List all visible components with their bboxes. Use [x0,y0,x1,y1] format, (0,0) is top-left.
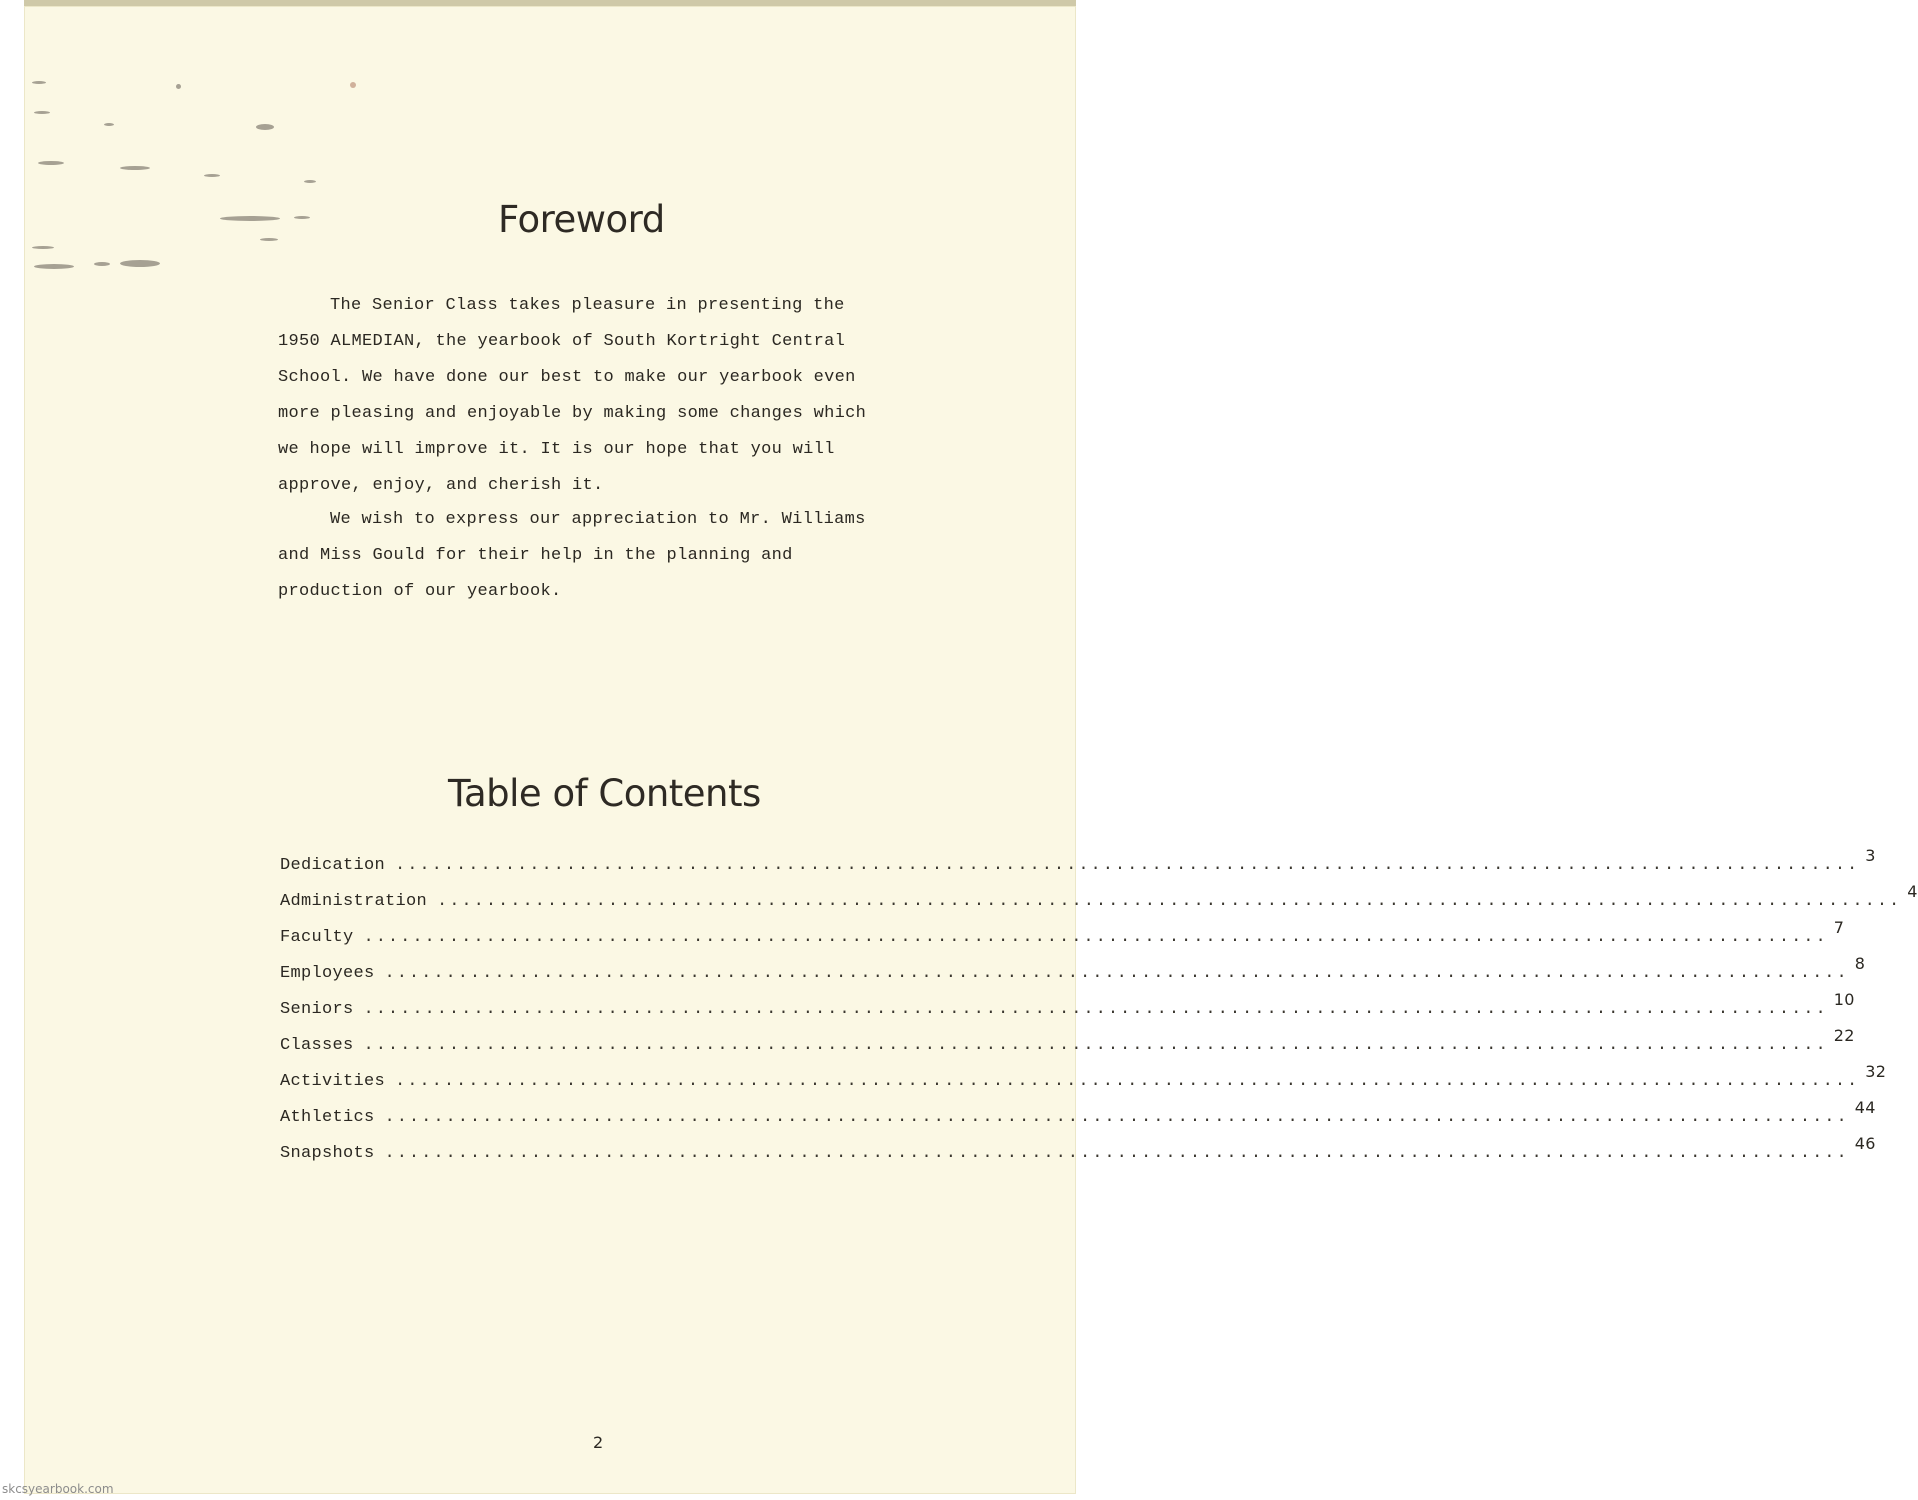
toc-entry-page: 44 [1854,1098,1876,1117]
foreword-title: Foreword [498,198,665,241]
toc-entry-label: Athletics [280,1108,375,1127]
toc-entry [280,1026,1855,1070]
table-of-contents [280,846,1918,1178]
toc-entry-page: 10 [1833,990,1855,1009]
foreword-paragraph-1: The Senior Class takes pleasure in presenting the 1950 ALMEDIAN, the yearbook of South Kortright Central School. We have done our best to make our yearbook even more pleasing and enjoyable by making some changes which we hope will improve it. It is our hope that you will approve, enjoy, and cherish it. [278,296,867,495]
toc-entry-label: Classes [280,1036,354,1055]
toc-dot-leader: ........................................................................................................................ [395,1072,1860,1091]
toc-entry-page: 3 [1865,846,1876,865]
toc-entry-label: Dedication [280,856,386,875]
toc-entry-page: 46 [1854,1134,1876,1153]
toc-entry [280,846,1876,890]
page-number: 2 [593,1433,604,1452]
toc-entry [280,1134,1876,1178]
toc-entry-page: 32 [1865,1062,1887,1081]
toc-entry-label: Employees [280,964,375,983]
toc-entry-page: 4 [1907,882,1918,901]
toc-entry-page: 7 [1833,918,1845,937]
toc-entry [280,990,1855,1034]
toc-entry-label: Activities [280,1072,386,1091]
toc-dot-leader: ........................................................................................................................ [363,1036,1828,1055]
toc-dot-leader: ........................................................................................................................ [384,1144,1849,1163]
foreword-paragraph-2: We wish to express our appreciation to Mr. Williams and Miss Gould for their help in the planning and production of our yearbook. [278,510,866,601]
toc-dot-leader: ........................................................................................................................ [395,856,1860,875]
site-watermark: skcsyearbook.com [2,1482,114,1496]
toc-entry-page: 22 [1833,1026,1855,1045]
toc-dot-leader: ........................................................................................................................ [437,892,1902,911]
toc-entry [280,1062,1887,1106]
toc-dot-leader: ........................................................................................................................ [384,964,1849,983]
table-of-contents-title: Table of Contents [448,772,761,815]
toc-entry-page: 8 [1854,954,1866,973]
toc-entry-label: Snapshots [280,1144,375,1163]
toc-entry [280,1098,1876,1142]
toc-dot-leader: ........................................................................................................................ [384,1108,1849,1127]
toc-entry-label: Administration [280,892,428,911]
toc-entry-label: Seniors [280,1000,354,1019]
toc-entry [280,954,1866,998]
toc-dot-leader: ........................................................................................................................ [363,1000,1828,1019]
toc-entry-label: Faculty [280,928,354,947]
toc-entry [280,882,1918,926]
toc-dot-leader: ........................................................................................................................ [363,928,1828,947]
toc-entry [280,918,1845,962]
